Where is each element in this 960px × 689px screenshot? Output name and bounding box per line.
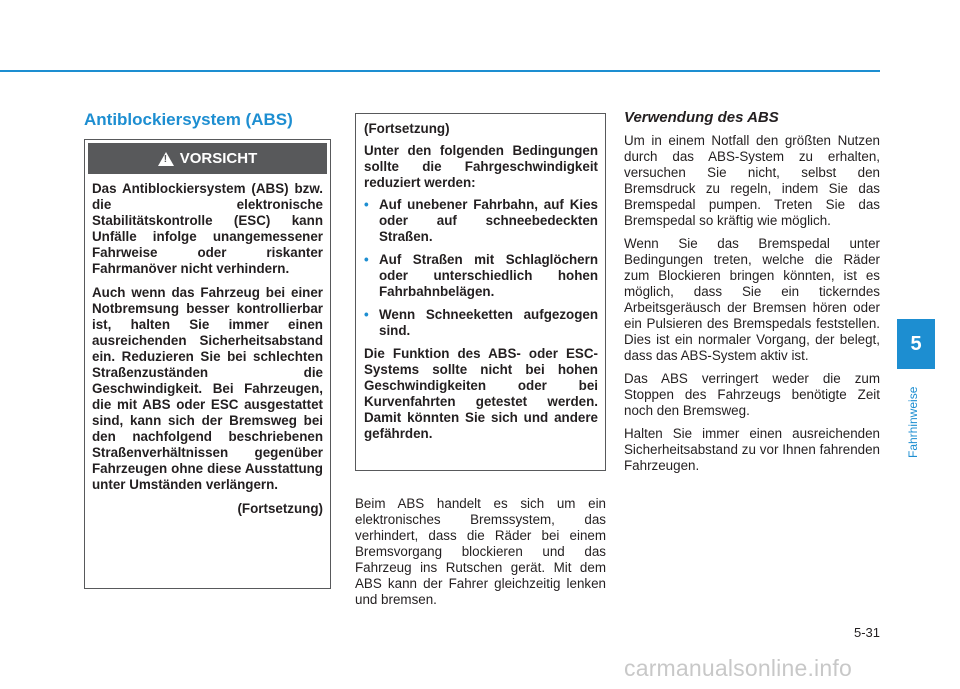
abs-description-text: Beim ABS handelt es sich um ein elektronisches Bremssystem, das verhindert, dass die Räder bei einem Bremsvorgang blockieren und das Fahrzeug ins Rutschen gerät. Mit dem ABS kann der Fahrer gleichzeitig lenken und bremsen. (355, 496, 606, 607)
usage-paragraph: Wenn Sie das Bremspedal unter Bedingungen treten, welche die Räder zum Blockieren bringen könnten, ist es möglich, dass Sie ein tickerndes Arbeitsgeräusch der Bremsen hören oder ein Pulsieren des Bremspedals feststellen. Dies ist ein normaler Vorgang, der belegt, dass das ABS-System aktiv ist. (624, 236, 880, 363)
usage-section (624, 110, 880, 481)
list-item (364, 307, 598, 339)
caution-box (84, 139, 331, 589)
top-divider (0, 70, 880, 72)
caution-paragraph: Das Antiblockiersystem (ABS) bzw. die elektronische Stabilitätskontrolle (ESC) kann Unfälle infolge unangemessener Fahrweise oder riskanter Fahrmanöver nicht verhindern. (92, 181, 323, 276)
usage-paragraph: Halten Sie immer einen ausreichenden Sicherheitsabstand zu vor Ihnen fahrenden Fahrzeugen. (624, 426, 880, 473)
caution-header (88, 143, 327, 174)
usage-paragraph: Das ABS verringert weder die zum Stoppen des Fahrzeugs benötigte Zeit noch den Bremsweg. (624, 371, 880, 418)
usage-heading: Verwendung des ABS (624, 109, 779, 126)
section-title: Antiblockiersystem (ABS) (84, 110, 293, 129)
page-number: 5-31 (853, 625, 880, 640)
caution-header-label: VORSICHT (179, 150, 258, 167)
watermark: carmanualsonline.info (624, 655, 852, 681)
bullet-icon: • (364, 307, 369, 322)
list-item-text: Auf Straßen mit Schlaglöchern oder unterschiedlich hohen Fahrbahnbelägen. (379, 252, 598, 299)
list-item-text: Auf unebener Fahrbahn, auf Kies oder auf schneebedeckten Straßen. (379, 197, 598, 244)
abs-description (355, 496, 606, 608)
list-item (364, 252, 598, 300)
continuation-intro: Unter den folgenden Bedingungen sollte die Fahrgeschwindigkeit reduziert werden: (364, 143, 598, 190)
chapter-number: 5 (910, 332, 922, 355)
caution-body (85, 174, 330, 517)
bullet-icon: • (364, 252, 369, 267)
chapter-tab (897, 319, 935, 369)
continuation-box (355, 113, 606, 471)
continuation-heading: (Fortsetzung) (364, 121, 450, 136)
list-item-text: Wenn Schneeketten aufgezogen sind. (379, 307, 598, 338)
conditions-list (364, 197, 598, 339)
continuation-closing: Die Funktion des ABS- oder ESC-Systems sollte nicht bei hohen Geschwindigkeiten oder bei Kurvenfahrten getestet werden. Damit könnten Sie sich und andere gefährden. (364, 346, 598, 441)
chapter-label: Fahrhinweise (906, 386, 920, 458)
usage-paragraph: Um in einem Notfall den größten Nutzen durch das ABS-System zu erhalten, versuchen Sie nicht, selbst den Bremsdruck zu regeln, indem Sie das Bremspedal pumpen. Treten Sie das Bremspedal so kräftig wie möglich. (624, 133, 880, 228)
bullet-icon: • (364, 197, 369, 212)
caution-paragraph: Auch wenn das Fahrzeug bei einer Notbremsung besser kontrollierbar ist, halten Sie immer einen ausreichenden Sicherheitsabstand ein. Reduzieren Sie bei schlechten Straßenzuständen die Geschwindigkeit. Bei Fahrzeugen, die mit ABS oder ESC ausgestattet sind, kann sich der Bremsweg bei den nachfolgend beschriebenen Straßenverhältnissen gegenüber Fahrzeugen ohne diese Ausstattung unter Umständen verlängern. (92, 285, 323, 492)
list-item (364, 197, 598, 245)
warning-triangle-icon: ! (158, 152, 174, 166)
continued-note: (Fortsetzung) (237, 501, 323, 516)
